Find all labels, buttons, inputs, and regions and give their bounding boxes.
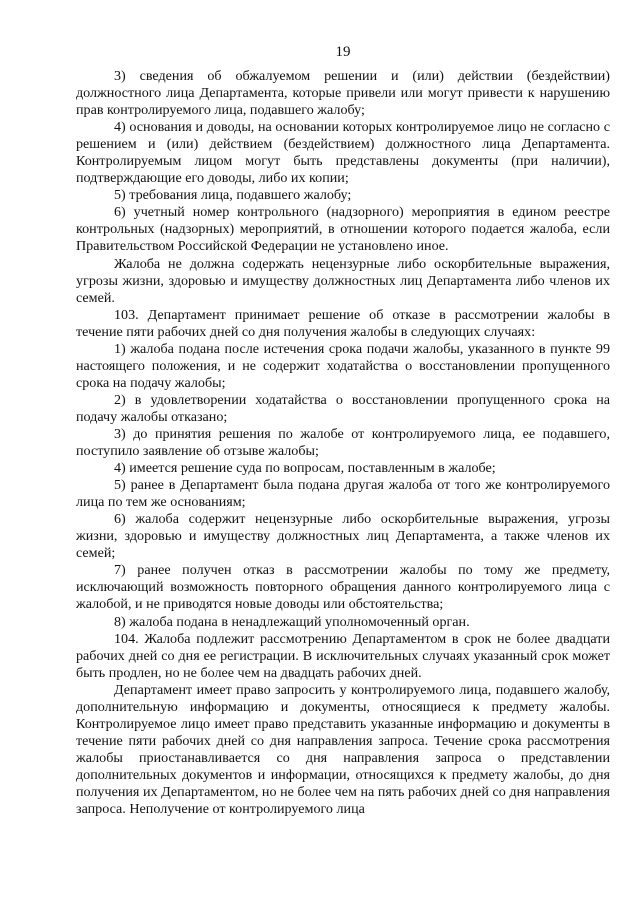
paragraph-item-6: 6) учетный номер контрольного (надзорного) мероприятия в едином реестре контрольных (надзорных) мероприятий, в отношении которого подается жалоба, если Правительством Российской Федерации не установлено иное. (76, 204, 610, 255)
paragraph-item-5: 5) требования лица, подавшего жалобу; (114, 187, 352, 204)
paragraph-clause-103: 103. Департамент принимает решение об отказе в рассмотрении жалобы в течение пяти рабочих дней со дня получения жалобы в следующих случаях: (76, 306, 610, 340)
paragraph-clause-104: 104. Жалоба подлежит рассмотрению Департаментом в срок не более двадцати рабочих дней со дня ее регистрации. В исключительных случаях указанный срок может быть продлен, но не более чем на двадцать рабочих дней. (76, 630, 610, 681)
paragraph-103-item-3: 3) до принятия решения по жалобе от контролируемого лица, ее подавшего, поступило заявление об отзыве жалобы; (76, 425, 610, 460)
paragraph-item-4: 4) основания и доводы, на основании которых контролируемое лицо не согласно с решением и (или) действием (бездействием) должностного лица Департамента. Контролируемым лицом могут быть представлены документы (при наличии), подтверждающие его доводы, либо их копии; (76, 119, 610, 187)
paragraph-103-item-4: 4) имеется решение суда по вопросам, поставленным в жалобе; (114, 460, 496, 477)
paragraph-103-item-5: 5) ранее в Департамент была подана другая жалоба от того же контролируемого лица по тем же основаниям; (76, 477, 610, 511)
document-page (76, 42, 610, 818)
page-number: 19 (335, 44, 351, 60)
paragraph-103-item-6: 6) жалоба содержит нецензурные либо оскорбительные выражения, угрозы жизни, здоровью и имуществу должностных лиц Департамента, а также членов их семей; (76, 511, 610, 562)
paragraph-department-rights: Департамент имеет право запросить у контролируемого лица, подавшего жалобу, дополнительную информацию и документы, относящиеся к предмету жалобы. Контролируемое лицо имеет право представить указанные информацию и документы в течение пяти рабочих дней со дня направления запроса. Течение срока рассмотрения жалобы приостанавливается со дня направления запроса о представлении дополнительных документов и информации, относящихся к предмету жалобы, до дня получения их Департаментом, но не более чем на пять рабочих дней со дня направления запроса. Неполучение от контролируемого лица (76, 681, 610, 818)
paragraph-103-item-1: 1) жалоба подана после истечения срока подачи жалобы, указанного в пункте 99 настоящего положения, и не содержит ходатайства о восстановлении пропущенного срока на подачу жалобы; (76, 340, 610, 391)
paragraph-complaint-content: Жалоба не должна содержать нецензурные либо оскорбительные выражения, угрозы жизни, здоровью и имуществу должностных лиц Департамента либо членов их семей. (76, 255, 610, 306)
paragraph-103-item-2: 2) в удовлетворении ходатайства о восстановлении пропущенного срока на подачу жалобы отказано; (76, 391, 610, 425)
paragraph-103-item-7: 7) ранее получен отказ в рассмотрении жалобы по тому же предмету, исключающий возможность повторного обращения данного контролируемого лица с жалобой, и не приводятся новые доводы или обстоятельства; (76, 562, 610, 613)
paragraph-103-item-8: 8) жалоба подана в ненадлежащий уполномоченный орган. (114, 613, 470, 630)
paragraph-item-3: 3) сведения об обжалуемом решении и (или) действии (бездействии) должностного лица Департамента, которые привели или могут привести к нарушению прав контролируемого лица, подавшего жалобу; (76, 68, 610, 119)
